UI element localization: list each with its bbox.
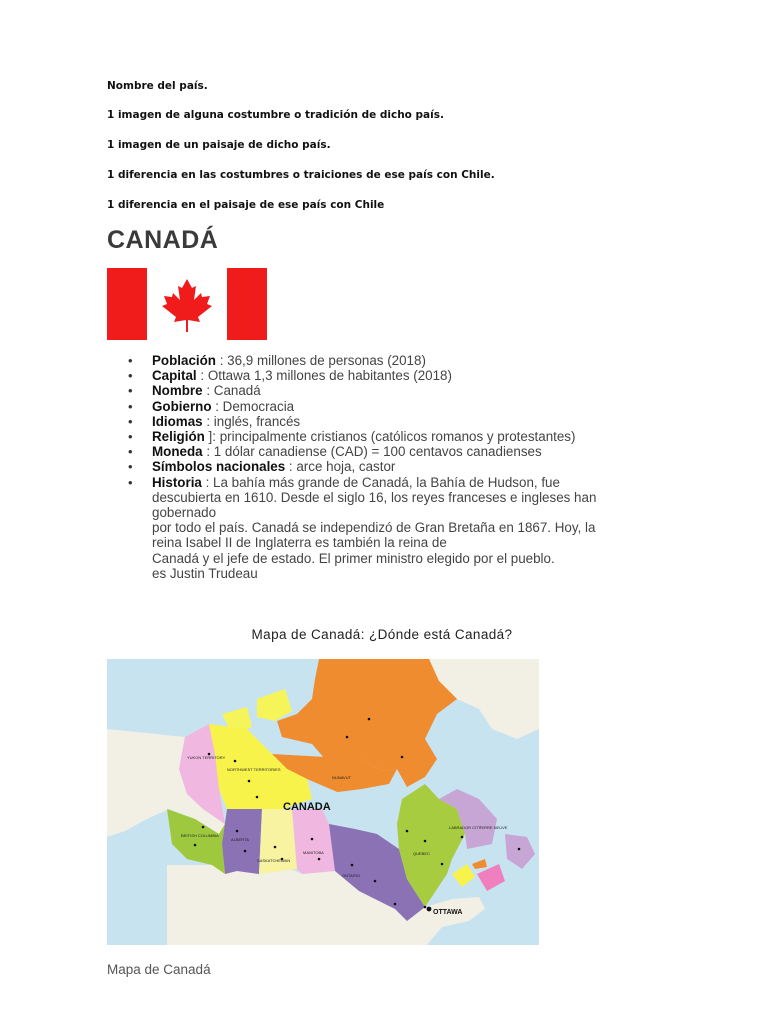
fact-value: : Ottawa 1,3 millones de habitantes (2018) (196, 368, 452, 384)
fact-item (128, 459, 688, 474)
historia-line: reina Isabel II de Inglaterra es también la reina de (152, 535, 447, 551)
fact-item (128, 444, 688, 459)
historia-line: es Justin Trudeau (152, 565, 258, 581)
fact-item (128, 368, 688, 383)
fact-key: Moneda (152, 444, 203, 460)
map-label-alberta: ALBERTA (231, 837, 249, 842)
map-label-sask: SASKATCHEWAN (257, 858, 291, 863)
instruction-line: 1 imagen de alguna costumbre o tradición de dicho país. (107, 109, 444, 121)
sask-region (259, 809, 297, 874)
fact-value: : 36,9 millones de personas (2018) (216, 353, 426, 368)
facts-list (128, 353, 688, 581)
fact-item (128, 429, 688, 444)
map-label-nunavut: NUNAVUT (332, 775, 352, 780)
fact-key: Idiomas (152, 413, 203, 429)
fact-value: : Democracia (211, 398, 295, 414)
fact-key: Historia (152, 474, 202, 490)
fact-value: ]: principalmente cristianos (católicos romanos y protestantes) (204, 429, 576, 445)
fact-item (128, 399, 688, 414)
instruction-line: Nombre del país. (107, 80, 208, 92)
map-label-bc: BRITISH COLUMBIA (181, 833, 219, 838)
historia-line: Canadá y el jefe de estado. El primer ministro elegido por el pueblo. (152, 550, 555, 566)
canada-map-svg (107, 659, 539, 945)
instruction-line: 1 diferencia en las costumbres o traiciones de ese país con Chile. (107, 169, 495, 181)
fact-key: Símbolos nacionales (152, 459, 286, 475)
map-label-quebec: QUEBEC (413, 851, 430, 856)
fact-value: : 1 dólar canadiense (CAD) = 100 centavos canadienses (202, 444, 542, 460)
fact-item-historia (128, 475, 688, 581)
map-capital-label: OTTAWA (433, 909, 463, 916)
country-title: CANADÁ (107, 226, 219, 254)
fact-value: : inglés, francés (202, 413, 301, 429)
fact-item (128, 383, 688, 398)
historia-line: gobernado (152, 505, 217, 521)
map-label-manitoba: MANITOBA (303, 850, 324, 855)
map-label-newfoundland: TERRE NEUVE (479, 825, 508, 830)
fact-key: Gobierno (152, 398, 212, 414)
fact-value: : arce hoja, castor (285, 459, 396, 475)
fact-item (128, 353, 688, 368)
fact-key: Capital (152, 368, 197, 384)
flag-left-band (107, 268, 147, 340)
fact-value: : Canadá (202, 383, 261, 399)
historia-line: descubierta en 1610. Desde el siglo 16, los reyes franceses e ingleses han (152, 489, 597, 505)
map-label-nwt: NORTHWEST TERRITORIES (227, 767, 281, 772)
historia-line: : La bahía más grande de Canadá, la Bahía de Hudson, fue (201, 474, 560, 490)
map-caption: Mapa de Canadá (107, 962, 211, 977)
fact-key: Población (152, 353, 216, 368)
instruction-line: 1 imagen de un paisaje de dicho país. (107, 139, 331, 151)
flag-right-band (227, 268, 267, 340)
canada-map-image (107, 659, 539, 945)
map-label-labrador: LABRADOR CITY (449, 825, 482, 830)
fact-key: Nombre (152, 383, 203, 399)
instruction-line: 1 diferencia en el paisaje de ese país con Chile (107, 199, 385, 211)
map-country-label: CANADA (283, 801, 331, 813)
canada-flag-image (107, 268, 267, 340)
map-label-yukon: YUKON TERRITORY (187, 755, 226, 760)
map-title: Mapa de Canadá: ¿Dónde está Canadá? (251, 627, 513, 642)
map-label-ontario: ONTARIO (342, 873, 360, 878)
fact-item (128, 414, 688, 429)
fact-key: Religión (152, 429, 205, 445)
ottawa-capital-marker (427, 907, 432, 912)
historia-line: por todo el país. Canadá se independizó de Gran Bretaña en 1867. Hoy, la (152, 520, 596, 536)
